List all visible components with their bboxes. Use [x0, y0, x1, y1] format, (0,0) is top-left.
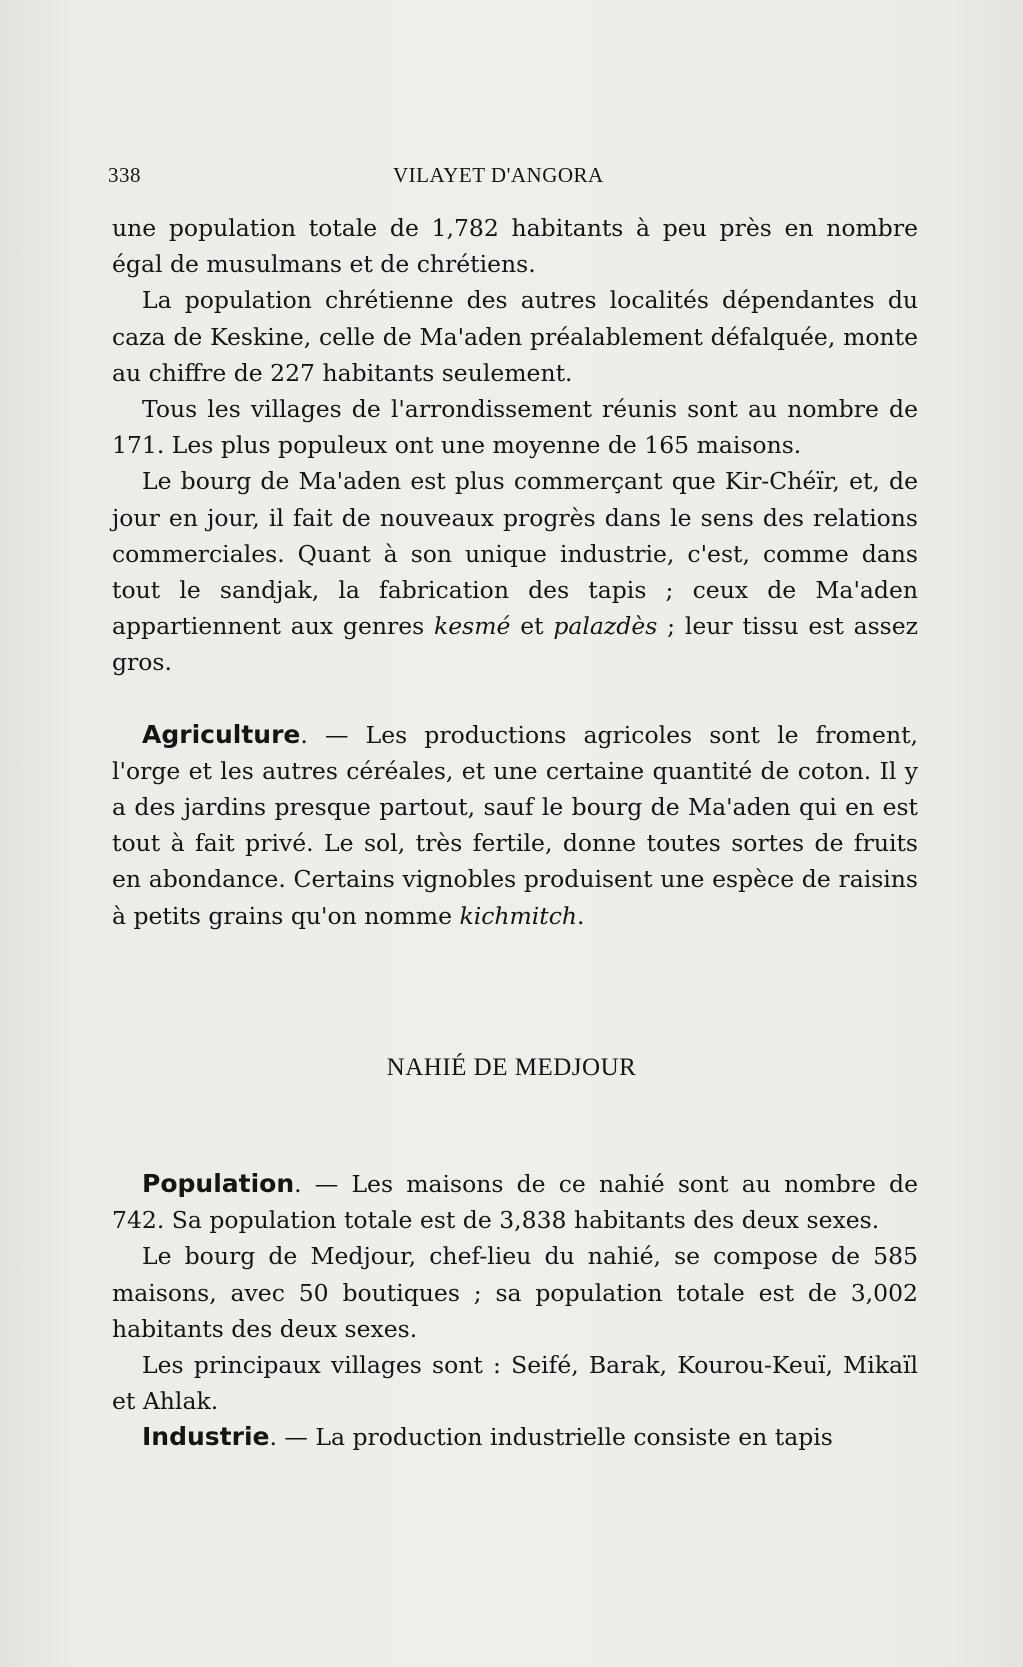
population-text: . — Les maisons de ce nahié sont au nombre de 742. Sa population totale est de 3,838 habitants des deux sexes. — [112, 1170, 918, 1235]
paragraph-agriculture — [112, 717, 918, 934]
paragraph-principal-villages: Les principaux villages sont : Seifé, Barak, Kourou-Keuï, Mikaïl et Ahlak. — [112, 1351, 918, 1416]
term-kichmitch: kichmitch — [459, 901, 578, 930]
paragraph-bourg-medjour: Le bourg de Medjour, chef-lieu du nahié, se compose de 585 maisons, avec 50 boutiques ; sa population totale est de 3,002 habitants des deux sexes. — [112, 1242, 918, 1343]
agriculture-text-end: . — [577, 901, 585, 930]
section-title: NAHIÉ DE MEDJOUR — [386, 1054, 637, 1081]
maaden-text-b: et — [510, 612, 554, 641]
paragraph-maaden — [112, 463, 918, 680]
paragraph-population — [112, 1166, 918, 1238]
section-text — [112, 1166, 918, 1456]
paragraph-continuation: une population totale de 1,782 habitants à peu près en nombre égal de musulmans et de chrétiens. — [112, 214, 918, 279]
maaden-text-a: Le bourg de Ma'aden est plus commerçant que Kir-Chéïr, et, de jour en jour, il fait de nouveaux progrès dans le sens des relations commerciales. Quant à son unique industrie, c'est, comme dans tout le sandjak, la fabrication des tapis ; ceux de Ma'aden appartiennent aux genres — [112, 467, 918, 641]
maaden-text-c: ; leur tissu est assez gros. — [112, 612, 919, 677]
term-kesme: kesmé — [434, 612, 511, 641]
term-palazdes: palazdès — [553, 612, 658, 641]
page-header — [108, 163, 918, 193]
paragraph-christian-population: La population chrétienne des autres localités dépendantes du caza de Keskine, celle de Ma'aden préalablement défalquée, monte au chiffre de 227 habitants seulement. — [112, 286, 918, 387]
paragraph-villages: Tous les villages de l'arrondissement réunis sont au nombre de 171. Les plus populeux ont une moyenne de 165 maisons. — [112, 395, 918, 460]
main-text — [112, 210, 918, 934]
population-heading: Population — [142, 1169, 295, 1198]
agriculture-heading: Agriculture — [142, 719, 301, 749]
running-title: VILAYET D'ANGORA — [393, 163, 604, 187]
agriculture-text: . — Les productions agricoles sont le froment, l'orge et les autres céréales, et une certaine quantité de coton. Il y a des jardins presque partout, sauf le bourg de Ma'aden qui en est tout à fait privé. Le sol, très fertile, donne toutes sortes de fruits en abondance. Certains vignobles produisent une espèce de raisins à petits grains qu'on nomme — [112, 720, 918, 930]
industry-heading: Industrie — [142, 1422, 270, 1452]
page-number: 338 — [108, 163, 141, 187]
industry-text: . — La production industrielle consiste en tapis — [269, 1423, 833, 1452]
paragraph-industry — [112, 1419, 918, 1455]
